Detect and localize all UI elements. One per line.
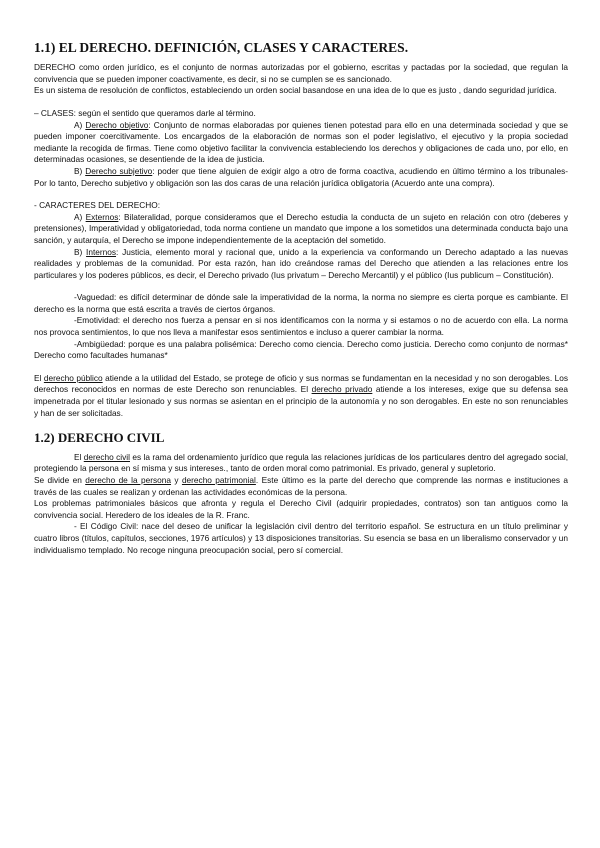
- clase-a-paragraph: A) Derecho objetivo: Conjunto de normas elaboradas por quienes tienen potestad para ello en una determinada sociedad y que se pueden imponer coercitivamente. Los encargados de la elaboración de normas son el poder legislativo, el ejecutivo y la propia sociedad mediante la recogida de firmas. Tiene como objetivo facilitar la convivencia estableciendo los derechos y obligaciones de cada uno, por ello, en determinadas ocasiones, se desentiende de la idea de justicia.: [34, 119, 568, 165]
- clases-intro: – CLASES: según el sentido que queramos darle al término.: [34, 107, 256, 118]
- term-derecho-objetivo: Derecho objetivo: [85, 119, 149, 130]
- section-1-title: 1.1) EL DERECHO. DEFINICIÓN, CLASES Y CARACTERES.: [34, 40, 409, 55]
- caracter-b-paragraph: B) Internos: Justicia, elemento moral y racional que, unido a la experiencia va conformando un Derecho adaptado a las nuevas realidades y problemas de la comunidad. Por esta razón, han ido creándose ramas del Derecho que atienden a las relaciones entre los particulares y los poderes públicos, es decir, el Derecho privado (Ius privatum – Derecho Mercantil) y el público (Ius publicum – Constitución).: [34, 246, 568, 280]
- civil-paragraph-3: Los problemas patrimoniales básicos que afronta y regula el Derecho Civil (adquirir propiedades, contratos) son tan antiguos como la convivencia social. Heredero de los ideales de la R. Franc.: [34, 498, 568, 520]
- section-2-title: 1.2) DERECHO CIVIL: [34, 430, 165, 446]
- definition-paragraph-2: Es un sistema de resolución de conflictos, estableciendo un orden social basandose en una idea de lo que es justo , dando seguridad jurídica.: [34, 85, 557, 96]
- term-externos: Externos: [85, 211, 119, 222]
- vaguedad-paragraph: -Vaguedad: es difícil determinar de dónde sale la imperatividad de la norma, la norma no siempre es cierta porque es cambiante. El derecho es la norma que está escrita a través de ciertos órganos.: [34, 292, 568, 314]
- term-derecho-patrimonial: derecho patrimonial: [181, 475, 256, 485]
- clase-b-paragraph: B) Derecho subjetivo: poder que tiene alguien de exigir algo a otro de forma coactiva, acudiendo en último término a los tribunales- Por lo tanto, Derecho subjetivo y obligación son las dos caras de una relación jurídica obligatoria (Acuerdo ante una compra).: [34, 165, 568, 188]
- publico-privado-paragraph: El derecho público atiende a la utilidad del Estado, se protege de oficio y sus normas se fundamentan en la necesidad y no son derogables. Los derechos reconocidos en normas de este Derecho son renunciables. El derecho privado atiende a los intereses, exige que su defensa sea impenetrada por el titular lesionado y sus normas se asientan en el principio de la autonomía y no son derogables. En este no son renunciables y han de ser solicitadas.: [34, 372, 568, 418]
- definition-paragraph: DERECHO como orden jurídico, es el conjunto de normas autorizadas por el gobierno, escritas y pactadas por la sociedad, que regulan la convivencia que se pueden imponer coactivamente, es decir, si no se cumplen se es sancionado.: [34, 62, 568, 84]
- caracter-a-paragraph: A) Externos: Bilateralidad, porque consideramos que el Derecho estudia la conducta de un sujeto en relación con otro (deberes y pretensiones), Imperatividad y obligatoriedad, toda norma contiene un mandato que impone a los sometidos una determinada conducta bajo una sanción, y autarquía, el Derecho se impone independientemente de la aceptación del sometido.: [34, 211, 568, 245]
- codigo-civil-paragraph: - El Código Civil: nace del deseo de unificar la legislación civil dentro del territorio español. Se estructura en un título preliminar y cuatro libros (títulos, capítulos, secciones, 1976 artículos) y 13 disposiciones transitorias. Su esencia se basa en un liberalismo conservador y un individualismo templado. No recoge ninguna preocupación social, pero sí comercial.: [34, 521, 568, 555]
- caracteres-intro: - CARACTERES DEL DERECHO:: [34, 200, 161, 211]
- term-derecho-civil: derecho civil: [83, 451, 130, 462]
- term-derecho-privado: derecho privado: [311, 384, 373, 395]
- term-derecho-persona: derecho de la persona: [85, 475, 172, 485]
- term-derecho-subjetivo: Derecho subjetivo: [85, 165, 153, 176]
- term-derecho-publico: derecho público: [43, 372, 103, 383]
- emotividad-paragraph: -Emotividad: el derecho nos fuerza a pensar en si nos identificamos con la norma y si estamos o no de acuerdo con ella. La norma nos provoca sentimientos, lo que nos lleva a manifestar esos sentimientos e incluso a querer cambiar la norma.: [34, 315, 568, 338]
- civil-paragraph-2: Se divide en derecho de la persona y derecho patrimonial. Este último es la parte del derecho que comprende las normas e instituciones a través de las cuales se realizan y ordenan las actividades económicas de la persona.: [34, 475, 568, 497]
- ambiguedad-paragraph: -Ambigüedad: porque es una palabra polisémica: Derecho como ciencia. Derecho como justicia. Derecho como conjunto de normas* Derecho como facultades humanas*: [34, 338, 568, 361]
- document-page: [34, 40, 568, 556]
- civil-paragraph-1: El derecho civil es la rama del ordenamiento jurídico que regula las relaciones jurídicas de los particulares dentro del agregado social, protegiendo la persona en sí misma y sus intereses., tanto de orden moral como patrimonial. Es privado, general y supletorio.: [34, 451, 568, 474]
- term-internos: Internos: [86, 246, 117, 257]
